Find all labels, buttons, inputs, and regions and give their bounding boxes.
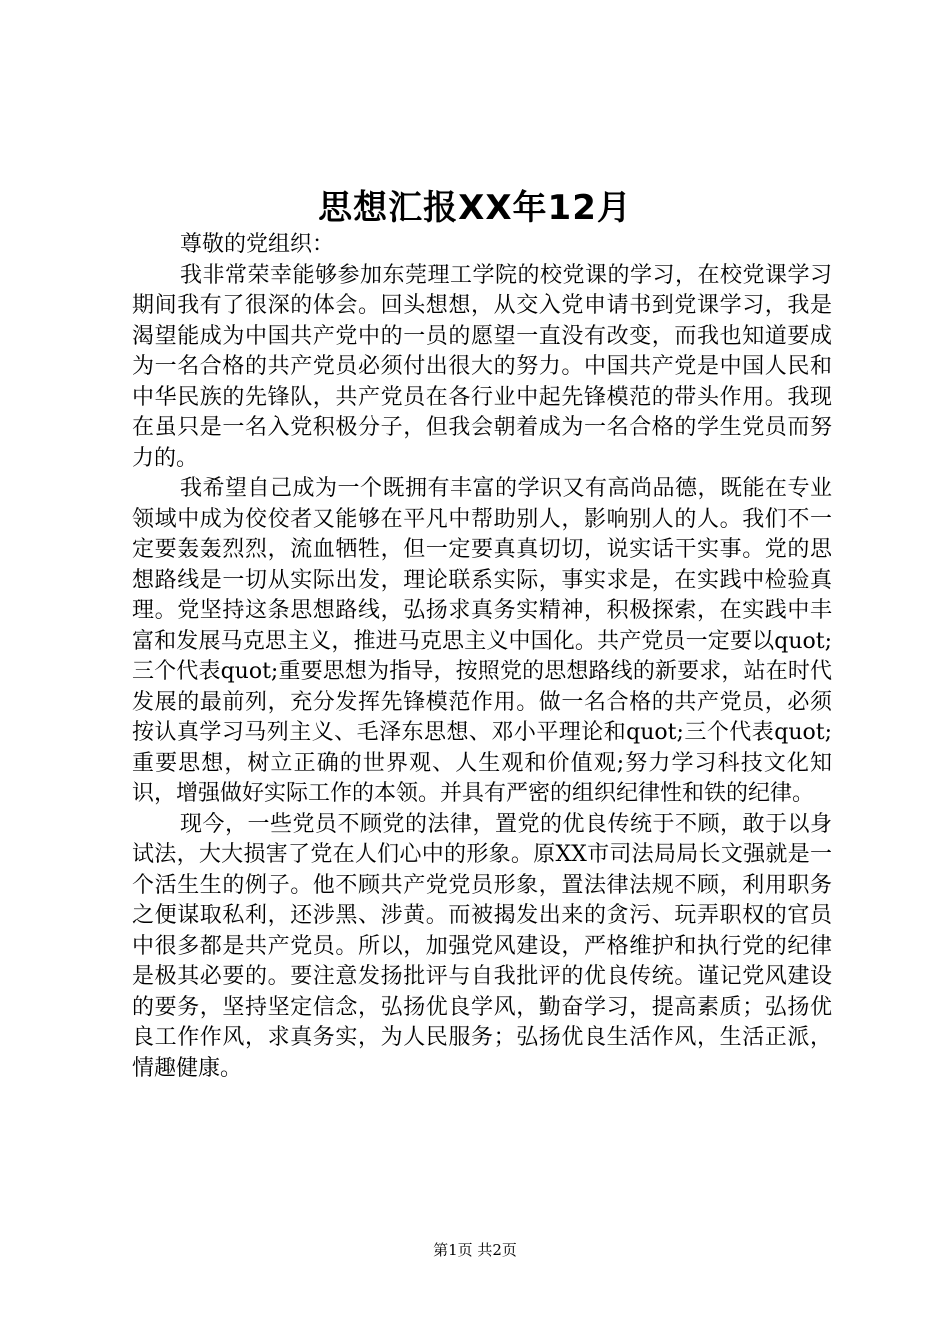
page-footer: 第1页 共2页 (433, 1241, 517, 1259)
document-title: 思想汇报XX年12月 (318, 188, 632, 228)
paragraph-3: 现今，一些党员不顾党的法律，置党的优良传统于不顾，敢于以身试法，大大损害了党在人们心中的形象。原XX市司法局局长文强就是一个活生生的例子。他不顾共产党党员形象，置法律法规不顾，利用职务之便谋取私利，还涉黑、涉黄。而被揭发出来的贪污、玩弄职权的官员中很多都是共产党员。所以，加强党风建设，严格维护和执行党的纪律是极其必要的。要注意发扬批评与自我批评的优良传统。谨记党风建设的要务，坚持坚定信念，弘扬优良学风，勤奋学习，提高素质；弘扬优良工作作风，求真务实，为人民服务；弘扬优良生活作风，生活正派，情趣健康。 (132, 811, 832, 1081)
document-body (132, 230, 832, 1084)
salutation: 尊敬的党组织： (180, 232, 335, 257)
paragraph-2: 我希望自己成为一个既拥有丰富的学识又有高尚品德，既能在专业领域中成为佼佼者又能够在平凡中帮助别人，影响别人的人。我们不一定要轰轰烈烈，流血牺牲，但一定要真真切切，说实话干实事。党的思想路线是一切从实际出发，理论联系实际，事实求是，在实践中检验真理。党坚持这条思想路线，弘扬求真务实精神，积极探索，在实践中丰富和发展马克思主义，推进马克思主义中国化。共产党员一定要以quot;三个代表quot;重要思想为指导，按照党的思想路线的新要求，站在时代发展的最前列，充分发挥先锋模范作用。做一名合格的共产党员，必须按认真学习马列主义、毛泽东思想、邓小平理论和quot;三个代表quot;重要思想，树立正确的世界观、人生观和价值观;努力学习科技文化知识，增强做好实际工作的本领。并具有严密的组织纪律性和铁的纪律。 (132, 476, 832, 806)
paragraph-1: 我非常荣幸能够参加东莞理工学院的校党课的学习，在校党课学习期间我有了很深的体会。回头想想，从交入党申请书到党课学习，我是渴望能成为中国共产党中的一员的愿望一直没有改变，而我也知道要成为一名合格的共产党员必须付出很大的努力。中国共产党是中国人民和中华民族的先锋队，共产党员在各行业中起先锋模范的带头作用。我现在虽只是一名入党积极分子，但我会朝着成为一名合格的学生党员而努力的。 (132, 262, 832, 471)
